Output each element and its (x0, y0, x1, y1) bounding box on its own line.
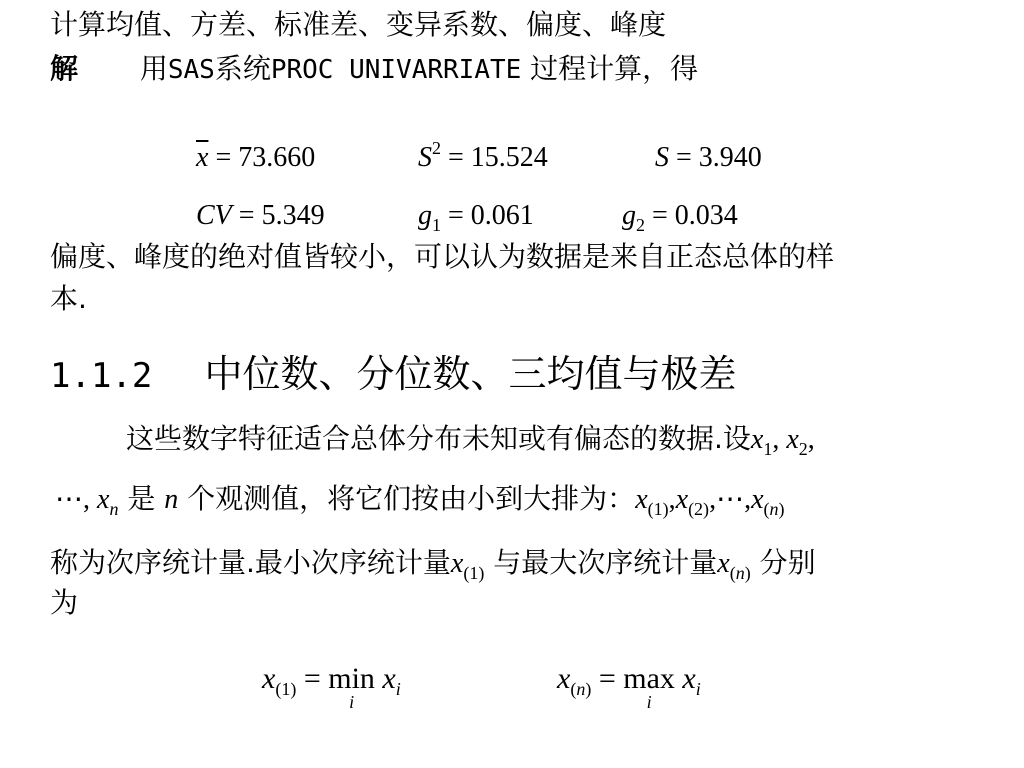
solution-line (50, 52, 698, 87)
paragraph-line-4: 为 (50, 586, 79, 619)
stat-mean: $\overline{x} = 73.660$ (196, 142, 316, 173)
solution-post: 过程计算，得 (521, 52, 699, 85)
formula-max: $x_{(n)} = \max$ i $x_i$ (557, 662, 701, 712)
mean-value: 73.660 (238, 142, 316, 173)
problem-statement: 计算均值、方差、标准差、变异系数、偏度、峰度 (50, 8, 667, 41)
variance-value: 15.524 (470, 142, 548, 173)
stat-std: S = 3.940 (655, 142, 762, 173)
section-number: 1.1.2 (50, 356, 153, 396)
paragraph-line-3: 称为次序统计量.最小次序统计量$x_{(1)}$ 与最大次序统计量$x_{(n)}$ 分别 (50, 546, 816, 583)
section-heading (50, 352, 737, 398)
solution-label: 解 (50, 52, 79, 85)
solution-mid: 系统 (214, 52, 271, 85)
conclusion-line-2: 本. (50, 282, 87, 315)
conclusion-line-1: 偏度、峰度的绝对值皆较小，可以认为数据是来自正态总体的样 (50, 240, 835, 273)
skewness-value: 0.061 (470, 200, 534, 231)
formula-min: $x_{(1)} = \min$ i $x_i$ (262, 662, 401, 712)
stat-cv: CV = 5.349 (196, 200, 325, 231)
std-value: 3.940 (698, 142, 762, 173)
proc-text: PROC UNIVARRIATE (270, 55, 522, 85)
cv-value: 5.349 (261, 200, 325, 231)
paragraph-line-1: 这些数字特征适合总体分布未知或有偏态的数据.设$x_1$, $x_2$, (126, 422, 815, 459)
paragraph-line-2: ⋯, $x_n$ 是 n 个观测值，将它们按由小到大排为：$x_{(1)},x_{(2)},\cdots,x_{(n)}$ (55, 482, 785, 519)
section-title: 中位数、分位数、三均值与极差 (204, 352, 737, 396)
stat-kurtosis: $g_2 = 0.034$ (622, 200, 738, 235)
kurtosis-value: 0.034 (674, 200, 738, 231)
sas-text: SAS (167, 55, 215, 85)
stat-variance: $S^2 = 15.524$ (418, 138, 548, 173)
stat-skewness: $g_1 = 0.061$ (418, 200, 534, 235)
solution-pre: 用 (139, 52, 168, 85)
